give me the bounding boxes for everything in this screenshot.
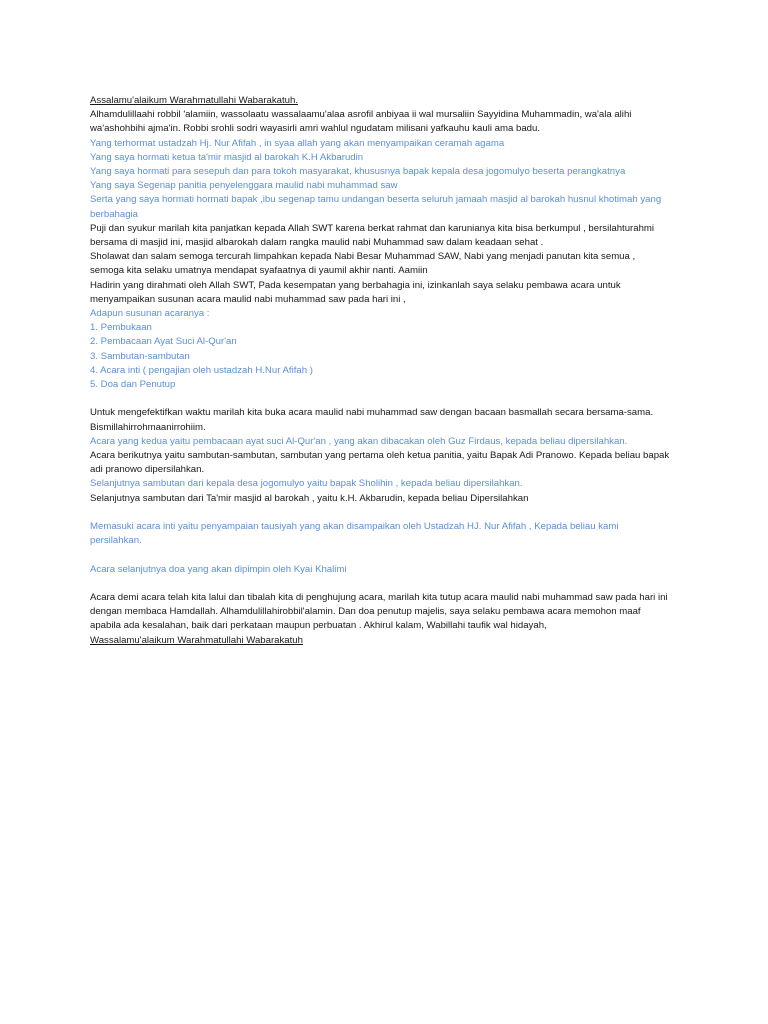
honorific-2: Yang saya hormati ketua ta'mir masjid al barokah K.H Akbarudin [90,151,364,163]
spacer [90,392,670,406]
honorific-4: Yang saya Segenap panitia penyelenggara maulid nabi muhammad saw [90,180,398,192]
spacer [90,506,670,520]
agenda-item-1: 1. Pembukaan [90,322,152,334]
speech-1-paragraph: Acara berikutnya yaitu sambutan-sambutan, sambutan yang pertama oleh ketua panitia, yaitu Bapak Adi Pranowo. Kepada beliau bapak adi pranowo dipersilahkan. [90,450,670,476]
agenda-heading: Adapun susunan acaranya : [90,308,210,320]
opening-act-paragraph: Untuk mengefektifkan waktu marilah kita buka acara maulid nabi muhammad saw dengan bacaan basmallah secara bersama-sama. Bismillahirrohmaanirrohiim. [90,407,654,433]
agenda-item-3: 3. Sambutan-sambutan [90,350,190,362]
honorific-5: Serta yang saya hormati hormati bapak ,ibu segenap tamu undangan beserta seluruh jamaah masjid al barokah husnul khotimah yang berbahagia [90,194,662,220]
opening-paragraph: Alhamdulillaahi robbil 'alamiin, wassolaatu wassalaamu'alaa asrofil anbiyaa ii wal mursaliin Sayyidina Muhammadin, wa'ala alihi wa'ashohbihi ajma'in. Robbi srohli sodri wayasirli amri wahlul ngudatam milisani yafkauhu kauli ama badu. [90,109,632,135]
honorific-3: Yang saya hormati para sesepuh dan para tokoh masyarakat, khususnya bapak kepala desa jogomulyo beserta perangkatnya [90,166,626,178]
spacer [90,548,670,562]
agenda-item-5: 5. Doa dan Penutup [90,379,176,391]
document-page [90,94,670,648]
speech-2-paragraph: Selanjutnya sambutan dari kepala desa jogomulyo yaitu bapak Sholihin , kepada beliau dipersilahkan. [90,478,523,490]
intro-paragraph: Hadirin yang dirahmati oleh Allah SWT, Pada kesempatan yang berbahagia ini, izinkanlah saya selaku pembawa acara untuk menyampaikan susunan acara maulid nabi muhammad saw pada hari ini , [90,279,621,305]
prayer-paragraph: Acara selanjutnya doa yang akan dipimpin oleh Kyai Khalimi [90,563,347,575]
agenda-item-2: 2. Pembacaan Ayat Suci Al-Qur'an [90,336,237,348]
agenda-item-4: 4. Acara inti ( pengajian oleh ustadzah H.Nur Afifah ) [90,364,313,376]
main-event-paragraph: Memasuki acara inti yaitu penyampaian tausiyah yang akan disampaikan oleh Ustadzah HJ. Nur Afifah , Kepada beliau kami persilahkan. [90,521,619,547]
greeting-open: Assalamu'alaikum Warahmatullahi Wabarakatuh. [90,95,299,106]
speech-3-paragraph: Selanjutnya sambutan dari Ta'mir masjid al barokah , yaitu k.H. Akbarudin, kepada beliau Dipersilahkan [90,492,529,504]
sholawat-paragraph: Sholawat dan salam semoga tercurah limpahkan kepada Nabi Besar Muhammad SAW, Nabi yang menjadi panutan kita semua , semoga kita selaku umatnya mendapat syafaatnya di yaumil akhir nanti. Aamiin [90,251,636,277]
quran-paragraph: Acara yang kedua yaitu pembacaan ayat suci Al-Qur'an , yang akan dibacakan oleh Guz Firdaus, kepada beliau dipersilahkan. [90,435,628,447]
praise-paragraph: Puji dan syukur marilah kita panjatkan kepada Allah SWT karena berkat rahmat dan karunianya kita bisa berkumpul , bersilahturahmi bersama di masjid ini, masjid albarokah dalam rangka maulid nabi Muhammad saw dalam keadaan sehat . [90,222,655,249]
spacer [90,577,670,591]
honorific-1: Yang terhormat ustadzah Hj. Nur Afifah , in syaa allah yang akan menyampaikan ceramah agama [90,137,505,149]
closing-paragraph: Acara demi acara telah kita lalui dan tibalah kita di penghujung acara, marilah kita tutup acara maulid nabi muhammad saw pada hari ini dengan membaca Hamdallah. Alhamdulillahirobbil'alamin. Dan doa penutup majelis, saya selaku pembawa acara memohon maaf apabila ada kesalahan, baik dari perkataan maupun perbuatan . Akhirul kalam, Wabillahi taufik wal hidayah, [90,592,668,632]
greeting-close: Wassalamu'alaikum Warahmatullahi Wabarakatuh [90,634,303,646]
